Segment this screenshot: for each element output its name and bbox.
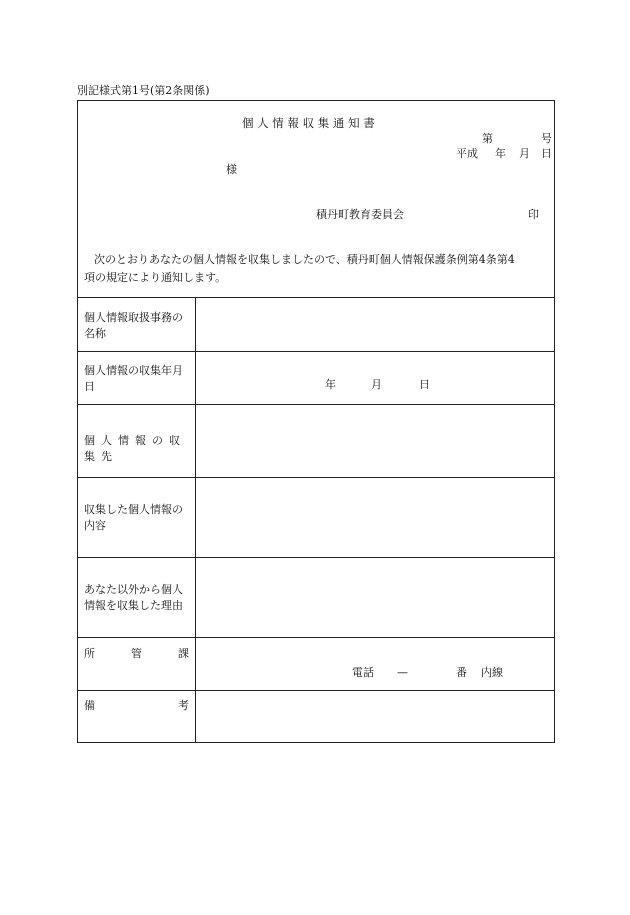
label-department-char: 所 [84,647,95,660]
form-frame [77,100,555,743]
field-content[interactable] [196,478,554,556]
collection-month: 月 [371,378,382,391]
phone-dash: — [397,666,408,679]
label-office-name: 個人情報取扱事務の名称 [84,311,183,340]
phone-ban: 番 [456,666,467,679]
label-collection-date: 個人情報の収集年月日 [84,364,183,393]
label-department-char: 管 [131,647,142,660]
date-year: 年 [495,147,506,160]
field-remarks[interactable] [196,691,554,742]
label-reason: あなた以外から個人情報を収集した理由 [84,583,183,612]
date-era: 平成 [456,147,478,160]
label-content: 収集した個人情報の内容 [84,503,183,532]
collection-year: 年 [325,378,336,391]
notice-line-1: 次のとおりあなたの個人情報を収集しましたので、積丹町個人情報保護条例第4条第4 [94,253,515,266]
field-department[interactable] [196,638,554,689]
form-caption: 別記様式第1号(第2条関係) [77,84,210,97]
notice-line-2: 項の規定により通知します。 [84,271,227,284]
label-source-text: 個人情報の収集先 [84,434,186,463]
label-source [84,433,192,465]
number-suffix: 号 [541,132,552,145]
date-day: 日 [541,147,552,160]
date-month: 月 [519,147,530,160]
field-office-name[interactable] [196,298,554,350]
form-title: 個 人 情 報 収 集 通 知 書 [242,116,375,130]
seal-mark: 印 [528,208,539,221]
label-remarks [84,698,189,714]
label-remarks-char: 考 [178,699,189,712]
addressee-suffix: 様 [226,163,237,176]
label-remarks-char: 備 [84,699,95,712]
field-reason[interactable] [196,558,554,636]
phone-label: 電話 [352,666,374,679]
field-collection-date[interactable] [196,352,554,403]
label-department [84,646,189,662]
label-department-char: 課 [178,647,189,660]
field-source[interactable] [196,405,554,476]
number-prefix: 第 [482,132,493,145]
collection-day: 日 [419,378,430,391]
issuer-name: 積丹町教育委員会 [316,208,404,221]
phone-extension: 内線 [481,666,503,679]
